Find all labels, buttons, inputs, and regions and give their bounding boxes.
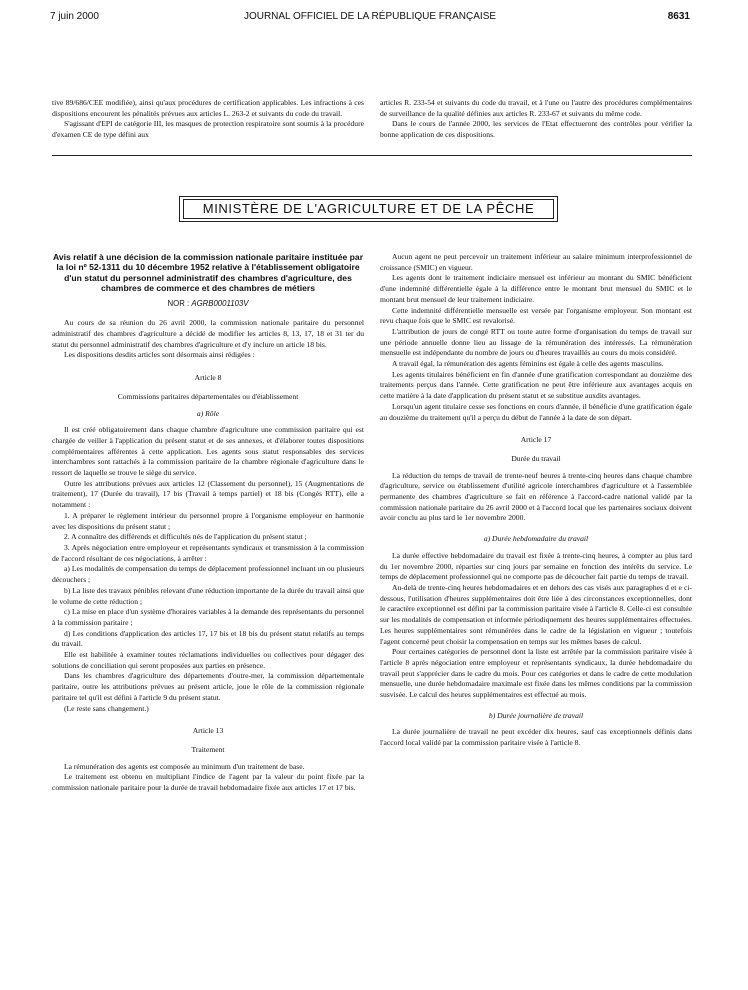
paragraph: b) La liste des travaux pénibles relevant d'une réduction importante de la durée du travail ainsi que le volume de cette réduction ; (52, 585, 364, 606)
paragraph: Il est créé obligatoirement dans chaque chambre d'agriculture une commission paritaire qui est chargée de veiller à l'application du présent statut et de ses annexes, et d'élaborer toutes dispositions complémentaires afférentes à cette application. Les agents sous statut responsables des services interchambres sont rattachés à la commission paritaire de la chambre régionale d'agriculture dans le ressort de laquelle se trouve le siège du service. (52, 425, 364, 478)
paragraph: Au-delà de trente-cinq heures hebdomadaires et en dehors des cas visés aux paragraphes d et e ci-dessous, l'utilisation d'heures supplémentaires doit être liée à des circonstances exceptionnelles, dont le caractère exceptionnel est défini par la commission paritaire visée à l'article 8. Celle-ci est consultée sur les modalités de compensation et informée périodiquement des heures supplémentaires effectuées. Les heures supplémentaires sont rémunérées dans le cadre de la législation en vigueur ; toutefois l'agent concerné peut choisir la compensation en temps sur les mêmes bases de calcul. (380, 582, 692, 646)
paragraph: 3. Après négociation entre employeur et représentants syndicaux et transmission à la commission de l'accord résultant de ces négociations, à arrêter : (52, 542, 364, 563)
header-date: 7 juin 2000 (50, 11, 99, 22)
paragraph: S'agissant d'EPI de catégorie III, les masques de protection respiratoire sont soumis à la procédure d'examen CE de type défini aux (52, 119, 364, 140)
nor-reference (52, 299, 364, 310)
paragraph: d) Les conditions d'application des articles 17, 17 bis et 18 bis du présent statut relatifs au temps du travail. (52, 628, 364, 649)
paragraph: Cette indemnité différentielle mensuelle est versée par l'organisme employeur. Son montant est revu chaque fois que le SMIC est revalorisé. (380, 305, 692, 326)
article-17-heading: Article 17 (520, 435, 552, 445)
header-journal-title: JOURNAL OFFICIEL DE LA RÉPUBLIQUE FRANÇAISE (243, 11, 497, 22)
paragraph: Outre les attributions prévues aux articles 12 (Classement du personnel), 15 (Augmentations de traitement), 17 (Durée du travail), 17 bis (Travail à temps partiel) et 18 bis (Congés RTT), elle a notamment : (52, 478, 364, 510)
paragraph: La rémunération des agents est composée au minimum d'un traitement de base. (64, 761, 305, 771)
left-column (52, 252, 364, 794)
section-divider (52, 155, 692, 156)
paragraph: Aucun agent ne peut percevoir un traitement inférieur au salaire minimum interprofessionnel de croissance (SMIC) en vigueur. (380, 252, 692, 272)
paragraph: c) La mise en place d'un système d'horaires variables à la demande des représentants du personnel à la commission paritaire ; (52, 607, 364, 627)
paragraph: Lorsqu'un agent titulaire cesse ses fonctions en cours d'année, il bénéficie d'une gratification égale au douzième du traitement qu'il a perçu du début de l'année à la date de son départ. (380, 401, 692, 422)
paragraph: Elle est habilitée à examiner toutes réclamations individuelles ou collectives pour dégager des solutions de conciliation qui seront proposées aux parties en présence. (52, 650, 364, 670)
paragraph: 2. A connaître des différends et difficultés nés de l'application du présent statut ; (64, 532, 307, 542)
paragraph: Pour certaines catégories de personnel dont la liste est arrêtée par la commission paritaire visée à l'article 8 après négociation entre employeur et représentants syndicaux, la durée hebdomadaire du travail peut s'apprécier dans le cadre du mois. Pour ces catégories et dans le cadre de cette modulation mensuelle, une durée hebdomadaire maximale est fixée dans les mêmes conditions par la commission susvisée. Le calcul des heures supplémentaires est effectué au mois. (380, 647, 692, 700)
header-page-number: 8631 (667, 11, 690, 22)
paragraph: (Le reste sans changement.) (64, 703, 149, 713)
paragraph: La durée journalière de travail ne peut excéder dix heures, sauf cas exceptionnels définis dans l'accord local validé par la commission paritaire visée à l'article 8. (380, 727, 692, 748)
paragraph: a) Les modalités de compensation du temps de déplacement professionnel incluant un ou plusieurs découchers ; (52, 564, 364, 585)
article-8-title: Commissions paritaires départementales ou d'établissement (117, 391, 299, 401)
nor-code: AGRB0001103V (191, 298, 249, 308)
paragraph: A travail égal, la rémunération des agents féminins est égale à celle des agents masculins. (392, 359, 664, 369)
ministry-heading: MINISTÈRE DE L'AGRICULTURE ET DE LA PÊCHE (183, 199, 554, 219)
ministry-box (179, 196, 558, 222)
paragraph: tive 89/686/CEE modifiée), ainsi qu'aux procédures de certification applicables. Les infractions à ces dispositions encourent les pénalités prévues aux articles L. 263-2 et suivants du code du travail. (52, 98, 364, 118)
paragraph: Le traitement est obtenu en multipliant l'indice de l'agent par la valeur du point fixée par la commission nationale paritaire pour la durée de travail hebdomadaire fixée aux articles 17 et 17 bis. (52, 772, 364, 793)
article-13-title: Traitement (191, 744, 225, 754)
paragraph: Les agents dont le traitement indiciaire mensuel est inférieur au montant du SMIC bénéficient d'une indemnité différentielle égale à la différence entre le montant brut mensuel du SMIC et le montant brut mensuel de leur traitement indiciaire. (380, 273, 692, 304)
article-8-heading: Article 8 (194, 373, 222, 383)
article-8-subheading: a) Rôle (196, 408, 220, 418)
paragraph: Dans les chambres d'agriculture des départements d'outre-mer, la commission départementale paritaire, outre les attributions prévues au présent article, joue le rôle de la commission régionale paritaire tel qu'il est défini à l'article 9 du présent statut. (52, 671, 364, 702)
avis-title: Avis relatif à une décision de la commission nationale paritaire instituée par la loi nº 52-1311 du 10 décembre 1952 relative à l'établissement obligatoire d'un statut du personnel administratif des chambres d'agriculture, des chambres de commerce et des chambres de métiers (52, 252, 364, 294)
paragraph: articles R. 233-54 et suivants du code du travail, et à l'une ou l'autre des procédures complémentaires de surveillance de la qualité définies aux articles R. 233-67 et suivants du même code. (380, 98, 692, 118)
paragraph: Au cours de sa réunion du 26 avril 2000, la commission nationale paritaire du personnel administratif des chambres d'agriculture a décidé de modifier les articles 8, 13, 17, 18 et 31 ter du statut du personnel administratif des chambres d'agriculture et d'y inclure un article 18 bis. (52, 318, 364, 349)
article-17-title: Durée du travail (511, 453, 561, 463)
paragraph: Dans le cours de l'année 2000, les services de l'Etat effectueront des contrôles pour vérifier la bonne application de ces dispositions. (380, 119, 692, 140)
paragraph: L'attribution de jours de congé RTT ou toute autre forme d'organisation du temps de travail sur une période annuelle donne lieu au lissage de la rémunération des intéressés. La rémunération mensuelle est indépendante du nombre de jours ou d'heures travaillés au cours du mois considéré. (380, 326, 692, 358)
paragraph: 1. A préparer le règlement intérieur du personnel propre à l'organisme employeur en harmonie avec les dispositions du présent statut ; (52, 510, 364, 531)
paragraph: Les agents titulaires bénéficient en fin d'année d'une gratification correspondant au douzième des traitements perçus dans l'année. Cette gratification ne peut être inférieure aux avantages acquis en cette matière à la date d'application du présent statut et se substitue auxdits avantages. (380, 369, 692, 401)
previous-text-right (380, 98, 692, 141)
previous-text-left (52, 98, 364, 141)
right-column (380, 252, 692, 749)
paragraph: Les dispositions desdits articles sont désormais ainsi rédigées : (64, 350, 255, 360)
paragraph: La réduction du temps de travail de trente-neuf heures à trente-cinq heures dans chaque chambre d'agriculture, service ou établissement d'utilité agricole interchambres d'agriculture et à l'assemblée permanente des chambres d'agriculture se fait en référence à l'accord-cadre national validé par la commission nationale paritaire du 26 avril 2000 et à l'accord local que les partenaires sociaux doivent avoir conclu au plus tard le 1er novembre 2000. (380, 470, 692, 523)
article-13-heading: Article 13 (192, 726, 224, 736)
page-header (50, 11, 690, 27)
subheading-weekly-duration: a) Durée hebdomadaire du travail (483, 534, 589, 544)
subheading-daily-duration: b) Durée journalière de travail (488, 710, 584, 720)
nor-label: NOR : (167, 298, 190, 308)
paragraph: La durée effective hebdomadaire du travail est fixée à trente-cinq heures, à compter au plus tard du 1er novembre 2000, réparties sur cinq jours par semaine en fonction des intérêts du service. Le temps de déplacement professionnel qui ne comporte pas de découcher fait partie du temps de travail. (380, 550, 692, 582)
